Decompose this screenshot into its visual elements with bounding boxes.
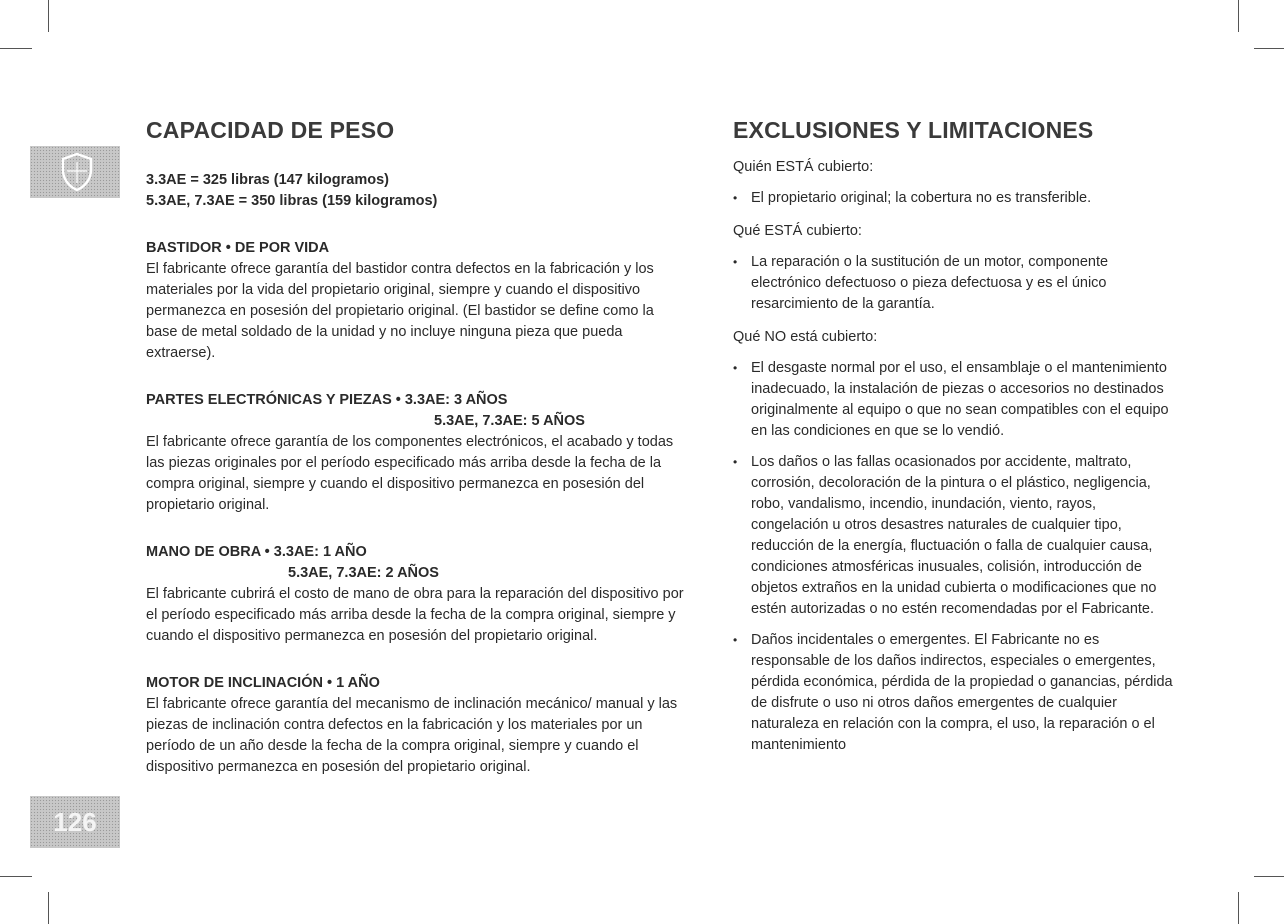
shield-icon bbox=[60, 152, 94, 192]
bullet-icon: • bbox=[733, 255, 738, 269]
bullet-text: El desgaste normal por el uso, el ensamblaje o el mantenimiento inadecuado, la instalación de piezas o accesorios no destinados originalmente al equipo o que no sean compatibles con el equipo en las condiciones en que se lo vendió. bbox=[751, 360, 1169, 439]
bullet-item bbox=[733, 358, 1173, 442]
coverage-intro-not: Qué NO está cubierto: bbox=[733, 329, 878, 345]
section-body: El fabricante ofrece garantía del bastidor contra defectos en la fabricación y los materiales por la vida del propietario original, siempre y cuando el dispositivo permanezca en posesión del propietario original. (El bastidor se define como la base de metal soldado de la unidad y no incluye ninguna pieza que pueda extraerse). bbox=[146, 261, 654, 361]
weight-line: 5.3AE, 7.3AE = 350 libras (159 kilogramos) bbox=[146, 193, 438, 209]
crop-mark bbox=[48, 0, 49, 32]
crop-mark bbox=[48, 892, 49, 924]
warranty-section-frame bbox=[146, 238, 686, 364]
bullet-item bbox=[733, 188, 1173, 209]
section-subtitle: 5.3AE, 7.3AE: 5 AÑOS bbox=[434, 413, 585, 429]
coverage-intro-who: Quién ESTÁ cubierto: bbox=[733, 159, 874, 175]
crop-mark bbox=[1238, 0, 1239, 32]
bullet-text: El propietario original; la cobertura no es transferible. bbox=[751, 190, 1092, 206]
warranty-section-tilt-motor bbox=[146, 673, 686, 778]
bullet-text: Los daños o las fallas ocasionados por accidente, maltrato, corrosión, decoloración de la pintura o el plástico, negligencia, robo, vandalismo, incendio, inundación, viento, rayos, congelación u otros desastres naturales de cualquier tipo, reducción de la energía, fluctuación o falla de cualquier causa, condiciones atmosféricas inusuales, colisión, introducción de objetos extraños en la unidad cubierta o modificaciones que no estén autorizadas o no estén recomendadas por el Fabricante. bbox=[751, 454, 1157, 617]
right-column bbox=[733, 116, 1173, 766]
bullet-text: La reparación o la sustitución de un motor, componente electrónico defectuoso o pieza defectuosa y es el único resarcimiento de la garantía. bbox=[751, 254, 1109, 312]
weight-specs bbox=[146, 170, 686, 212]
bullet-icon: • bbox=[733, 633, 738, 647]
page-number: 126 bbox=[53, 807, 97, 837]
section-subtitle: 5.3AE, 7.3AE: 2 AÑOS bbox=[288, 565, 439, 581]
section-body: El fabricante cubrirá el costo de mano de obra para la reparación del dispositivo por el período especificado más arriba desde la fecha de la compra original, siempre y cuando el dispositivo permanezca en posesión del propietario original. bbox=[146, 586, 684, 644]
section-title: BASTIDOR • DE POR VIDA bbox=[146, 240, 330, 256]
bullet-text: Daños incidentales o emergentes. El Fabricante no es responsable de los daños indirectos, especiales o emergentes, pérdida económica, pérdida de la propiedad o ganancias, pérdida de disfrute o uso ni otros daños emergentes de cualquier naturaleza en relación con la compra, el uso, la reparación o el mantenimiento bbox=[751, 632, 1173, 753]
exclusions-heading: EXCLUSIONES Y LIMITACIONES bbox=[733, 117, 1094, 143]
bullet-item bbox=[733, 252, 1173, 315]
shield-tab bbox=[30, 146, 120, 198]
weight-capacity-heading: CAPACIDAD DE PESO bbox=[146, 117, 395, 143]
crop-mark bbox=[0, 48, 32, 49]
crop-mark bbox=[1238, 892, 1239, 924]
left-column bbox=[146, 116, 686, 778]
bullet-list bbox=[733, 358, 1173, 756]
bullet-item bbox=[733, 630, 1173, 756]
bullet-icon: • bbox=[733, 455, 738, 469]
crop-mark bbox=[1254, 48, 1284, 49]
section-title: MANO DE OBRA • 3.3AE: 1 AÑO bbox=[146, 544, 367, 560]
bullet-item bbox=[733, 452, 1173, 620]
section-body: El fabricante ofrece garantía del mecanismo de inclinación mecánico/ manual y las piezas de inclinación contra defectos en la fabricación y los materiales por un período de un año desde la fecha de la compra original, siempre y cuando el dispositivo permanezca en posesión del propietario original. bbox=[146, 696, 678, 775]
section-title: PARTES ELECTRÓNICAS Y PIEZAS • 3.3AE: 3 AÑOS bbox=[146, 392, 508, 408]
weight-line: 3.3AE = 325 libras (147 kilogramos) bbox=[146, 172, 389, 188]
bullet-list bbox=[733, 188, 1173, 209]
section-title: MOTOR DE INCLINACIÓN • 1 AÑO bbox=[146, 675, 380, 691]
page-number-tab bbox=[30, 796, 120, 848]
bullet-list bbox=[733, 252, 1173, 315]
crop-mark bbox=[0, 876, 32, 877]
bullet-icon: • bbox=[733, 191, 738, 205]
coverage-intro-what: Qué ESTÁ cubierto: bbox=[733, 223, 862, 239]
bullet-icon: • bbox=[733, 361, 738, 375]
warranty-section-labor bbox=[146, 542, 686, 647]
crop-mark bbox=[1254, 876, 1284, 877]
warranty-section-electronics bbox=[146, 390, 686, 516]
section-body: El fabricante ofrece garantía de los componentes electrónicos, el acabado y todas las piezas originales por el período especificado más arriba desde la fecha de la compra original, siempre y cuando el dispositivo permanezca en posesión del propietario original. bbox=[146, 434, 674, 513]
